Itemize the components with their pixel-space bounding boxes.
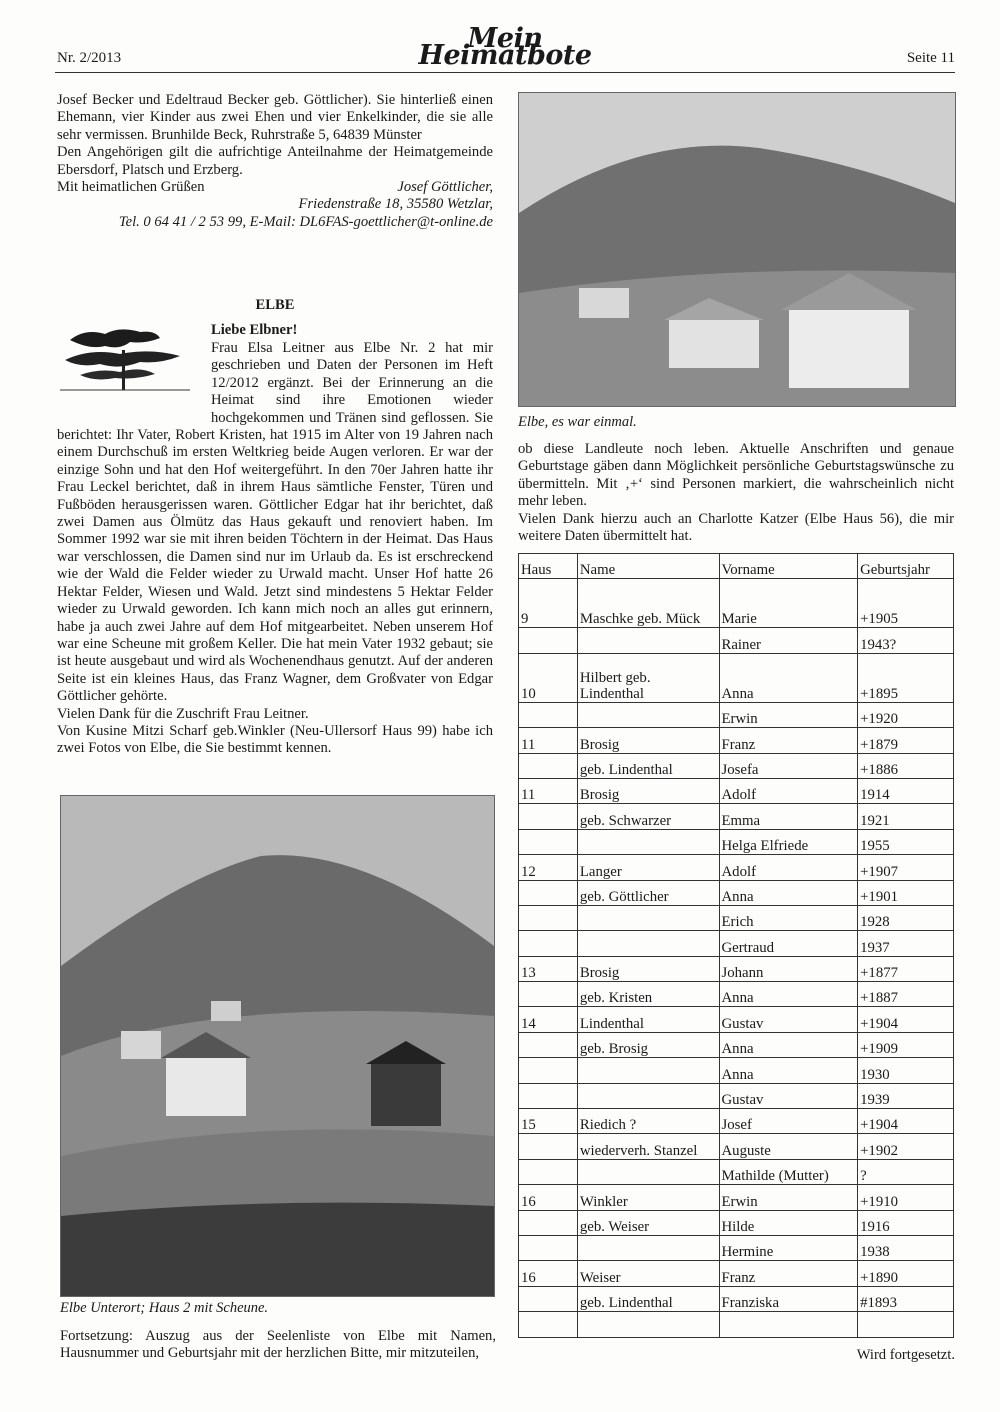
cell-haus: 13 (519, 956, 578, 981)
cell-name: geb. Göttlicher (577, 880, 719, 905)
table-row (519, 1210, 954, 1235)
table-row (519, 1312, 954, 1337)
masthead-logo: Mein Heimatbote (418, 23, 592, 72)
cell-haus (519, 628, 578, 653)
cell-haus (519, 1312, 578, 1337)
cell-haus: 11 (519, 728, 578, 753)
cell-jahr: 1914 (858, 778, 954, 803)
seelenliste-table (518, 553, 954, 1338)
cell-vorname: Mathilde (Mutter) (719, 1159, 858, 1184)
cell-vorname: Rainer (719, 628, 858, 653)
cell-name: Lindenthal (577, 1007, 719, 1032)
cell-vorname: Franz (719, 1261, 858, 1286)
cell-name (577, 1312, 719, 1337)
header-haus: Haus (519, 554, 578, 579)
cell-haus (519, 702, 578, 727)
cell-haus (519, 982, 578, 1007)
cell-name: Brosig (577, 956, 719, 981)
intro-para-1: Josef Becker und Edeltraud Becker geb. Göttlicher). Sie hinterließ einen Ehemann, vier Kinder aus zwei Ehen und vier Enkelkinder, die sie alle sehr vermissen. Brunhilde Beck, Ruhrstraße 5, 64839 Münster (57, 92, 493, 143)
cell-jahr (858, 1312, 954, 1337)
table-row (519, 579, 954, 628)
header-rule (55, 72, 955, 73)
cell-vorname: Gustav (719, 1083, 858, 1108)
table-row (519, 1159, 954, 1184)
signature-contact: Tel. 0 64 41 / 2 53 99, E-Mail: DL6FAS-goettlicher@t-online.de (118, 213, 493, 230)
cell-vorname: Anna (719, 1032, 858, 1057)
cell-haus: 9 (519, 579, 578, 628)
table-row (519, 1185, 954, 1210)
cell-haus (519, 880, 578, 905)
table-row (519, 829, 954, 854)
table-row (519, 1235, 954, 1260)
cell-jahr: +1905 (858, 579, 954, 628)
cell-vorname: Anna (719, 880, 858, 905)
cell-vorname: Johann (719, 956, 858, 981)
elbe-thanks: Vielen Dank für die Zuschrift Frau Leitner. (57, 705, 309, 722)
cell-name: geb. Weiser (577, 1210, 719, 1235)
cell-jahr: 1955 (858, 829, 954, 854)
continuation-text: Fortsetzung: Auszug aus der Seelenliste von Elbe mit Namen, Hausnummer und Geburtsjahr mit der herzlichen Bitte, mir mitzuteilen, (60, 1328, 496, 1362)
cell-vorname: Gertraud (719, 931, 858, 956)
table-row (519, 1058, 954, 1083)
table-row (519, 804, 954, 829)
table-row (519, 1286, 954, 1311)
cell-name: geb. Lindenthal (577, 753, 719, 778)
caption-left-photo: Elbe Unterort; Haus 2 mit Scheune. (60, 1300, 269, 1316)
cell-vorname: Hermine (719, 1235, 858, 1260)
cell-jahr: 1939 (858, 1083, 954, 1108)
cell-name: geb. Brosig (577, 1032, 719, 1057)
cell-name: Brosig (577, 778, 719, 803)
cell-jahr: +1887 (858, 982, 954, 1007)
cell-haus (519, 804, 578, 829)
cell-name (577, 905, 719, 930)
cell-haus: 14 (519, 1007, 578, 1032)
cell-jahr: 1930 (858, 1058, 954, 1083)
cell-haus (519, 905, 578, 930)
cell-haus: 16 (519, 1185, 578, 1210)
cell-haus: 11 (519, 778, 578, 803)
table-row (519, 956, 954, 981)
caption-right-photo: Elbe, es war einmal. (518, 414, 637, 430)
table-header-row (519, 554, 954, 579)
cell-jahr: +1904 (858, 1007, 954, 1032)
cell-vorname: Franziska (719, 1286, 858, 1311)
cell-vorname: Josef (719, 1109, 858, 1134)
cell-haus (519, 1058, 578, 1083)
header-geburtsjahr: Geburtsjahr (858, 554, 954, 579)
table-row (519, 1083, 954, 1108)
table-row (519, 653, 954, 702)
cell-haus (519, 1032, 578, 1057)
photo-elbe-einmal (518, 92, 956, 407)
cell-vorname: Anna (719, 982, 858, 1007)
table-row (519, 728, 954, 753)
header-vorname: Vorname (719, 554, 858, 579)
elbe-photos-note: Von Kusine Mitzi Scharf geb.Winkler (Neu-Ullersorf Haus 99) habe ich zwei Fotos von Elbe, die Sie bestimmt kennen. (57, 722, 493, 757)
cell-vorname: Franz (719, 728, 858, 753)
table-row (519, 1109, 954, 1134)
cell-name (577, 628, 719, 653)
table-row (519, 702, 954, 727)
cell-name: Weiser (577, 1261, 719, 1286)
cell-name: Hilbert geb. Lindenthal (577, 653, 719, 702)
cell-vorname: Erich (719, 905, 858, 930)
cell-name (577, 829, 719, 854)
cell-name: Maschke geb. Mück (577, 579, 719, 628)
cell-name (577, 1235, 719, 1260)
cell-haus (519, 1159, 578, 1184)
cell-jahr: +1920 (858, 702, 954, 727)
table-row (519, 1134, 954, 1159)
cell-vorname (719, 1312, 858, 1337)
cell-vorname: Anna (719, 1058, 858, 1083)
table-row (519, 880, 954, 905)
cell-name: geb. Lindenthal (577, 1286, 719, 1311)
right-text (518, 441, 954, 545)
cell-vorname: Josefa (719, 753, 858, 778)
cell-vorname: Adolf (719, 855, 858, 880)
cell-jahr: +1877 (858, 956, 954, 981)
table-row (519, 982, 954, 1007)
cell-name: Riedich ? (577, 1109, 719, 1134)
continued-note: Wird fortgesetzt. (856, 1347, 955, 1363)
intro-para-2: Den Angehörigen gilt die aufrichtige Anteilnahme der Heimatgemeinde Ebersdorf, Platsch und Erzberg. (57, 144, 493, 178)
issue-number: Nr. 2/2013 (57, 50, 122, 66)
cell-jahr: 1928 (858, 905, 954, 930)
right-para-1: ob diese Landleute noch leben. Aktuelle Anschriften und genaue Geburtstage gäben dann Möglichkeit persönliche Geburtstagswünsche zu übermitteln. Mit ‚+‘ sind Personen markiert, die wahrscheinlich nicht mehr leben. (518, 441, 954, 510)
salutation: Liebe Elbner! (211, 322, 298, 338)
table-row (519, 778, 954, 803)
cell-haus (519, 931, 578, 956)
table-row (519, 1261, 954, 1286)
section-heading: ELBE (255, 297, 295, 313)
table-row (519, 1032, 954, 1057)
page-number: Seite 11 (906, 50, 955, 66)
cell-haus (519, 1210, 578, 1235)
cell-jahr: 1916 (858, 1210, 954, 1235)
cell-vorname: Anna (719, 653, 858, 702)
cell-jahr: +1895 (858, 653, 954, 702)
cell-haus: 10 (519, 653, 578, 702)
cell-name: Langer (577, 855, 719, 880)
cell-jahr: 1921 (858, 804, 954, 829)
cell-name (577, 1159, 719, 1184)
cell-name: Brosig (577, 728, 719, 753)
cell-jahr: +1901 (858, 880, 954, 905)
cell-vorname: Emma (719, 804, 858, 829)
cell-jahr: +1886 (858, 753, 954, 778)
cell-jahr: +1907 (858, 855, 954, 880)
cell-haus: 15 (519, 1109, 578, 1134)
cell-jahr: 1938 (858, 1235, 954, 1260)
cell-jahr: #1893 (858, 1286, 954, 1311)
cell-haus (519, 1286, 578, 1311)
cell-haus (519, 1235, 578, 1260)
intro-block (57, 92, 493, 231)
cell-vorname: Erwin (719, 1185, 858, 1210)
cell-haus: 16 (519, 1261, 578, 1286)
cell-name: geb. Kristen (577, 982, 719, 1007)
cell-name (577, 1058, 719, 1083)
cell-vorname: Erwin (719, 702, 858, 727)
cell-haus (519, 753, 578, 778)
greeting: Mit heimatlichen Grüßen (57, 179, 205, 196)
cell-name (577, 1083, 719, 1108)
cell-name: wiederverh. Stanzel (577, 1134, 719, 1159)
cell-name: Winkler (577, 1185, 719, 1210)
table-row (519, 905, 954, 930)
cell-vorname: Helga Elfriede (719, 829, 858, 854)
table-row (519, 931, 954, 956)
header-name: Name (577, 554, 719, 579)
cell-name: geb. Schwarzer (577, 804, 719, 829)
cell-jahr: +1910 (858, 1185, 954, 1210)
photo-elbe-unterort (60, 795, 495, 1297)
cell-name (577, 702, 719, 727)
cell-jahr: +1909 (858, 1032, 954, 1057)
signature-address: Friedenstraße 18, 35580 Wetzlar, (298, 196, 493, 213)
cell-vorname: Gustav (719, 1007, 858, 1032)
cell-jahr: ? (858, 1159, 954, 1184)
cell-jahr: +1904 (858, 1109, 954, 1134)
cell-jahr: +1890 (858, 1261, 954, 1286)
right-para-2: Vielen Dank hierzu auch an Charlotte Katzer (Elbe Haus 56), die mir weitere Daten übermittelt hat. (518, 510, 954, 545)
cell-haus (519, 829, 578, 854)
cell-haus (519, 1083, 578, 1108)
cell-vorname: Auguste (719, 1134, 858, 1159)
table-row (519, 628, 954, 653)
cell-haus: 12 (519, 855, 578, 880)
elbe-body-text: Frau Elsa Leitner aus Elbe Nr. 2 hat mir geschrieben und Daten der Personen im Heft 12/2012 ergänzt. Bei der Erinnerung an die Heimat sind ihre Emotionen wieder hochgekommen und Tränen sind geflossen. Sie berichtet: Ihr Vater, Robert Kristen, hat 1915 im Alter von 19 Jahren nach einem Durchschuß im ersten Weltkrieg beide Augen verloren. Er war der einzige Sohn und hat den Hof weitergeführt. In den 70er Jahren hatte ihr Frau Leckel berichtet, daß in ihrem Haus sämtliche Fenster, Türen und Fußböden herausgerissen waren. Göttlicher Edgar hat ihr berichtet, daß zwei Damen aus Ölmütz das Haus gekauft und renoviert haben. Im Sommer 1992 war sie mit ihren beiden Töchtern in der Heimat. Das Haus war verschlossen, die Damen sind nur im Urlaub da. Es ist erschreckend wie der Wald die Felder wieder zu Urwald macht. Unser Hof hatte 26 Hektar Felder, Wiesen und Wald. Jetzt sind mindestens 5 Hektar Felder wieder zu Urwald geworden. Ich kann mich noch an alles gut erinnern, habe ja auch zwei Jahre auf dem Hof mitgearbeitet. Neben unserem Hof war eine Scheune mit großem Keller. Die hat mein Vater 1932 gebaut; sie ist heute ausgebaut und wird als Wochenendhaus genutzt. Auf der anderen Seite ist ein kleines Haus, das Franz Wagner, dem Großvater von Edgar Göttlicher gehörte. (57, 340, 493, 705)
signature-name: Josef Göttlicher, (397, 179, 493, 196)
cell-vorname: Adolf (719, 778, 858, 803)
cell-vorname: Marie (719, 579, 858, 628)
table-row (519, 855, 954, 880)
table-row (519, 753, 954, 778)
cell-jahr: +1879 (858, 728, 954, 753)
elbe-body (57, 340, 493, 758)
cell-jahr: +1902 (858, 1134, 954, 1159)
cell-jahr: 1937 (858, 931, 954, 956)
cell-name (577, 931, 719, 956)
cell-vorname: Hilde (719, 1210, 858, 1235)
cell-haus (519, 1134, 578, 1159)
table-row (519, 1007, 954, 1032)
cell-jahr: 1943? (858, 628, 954, 653)
